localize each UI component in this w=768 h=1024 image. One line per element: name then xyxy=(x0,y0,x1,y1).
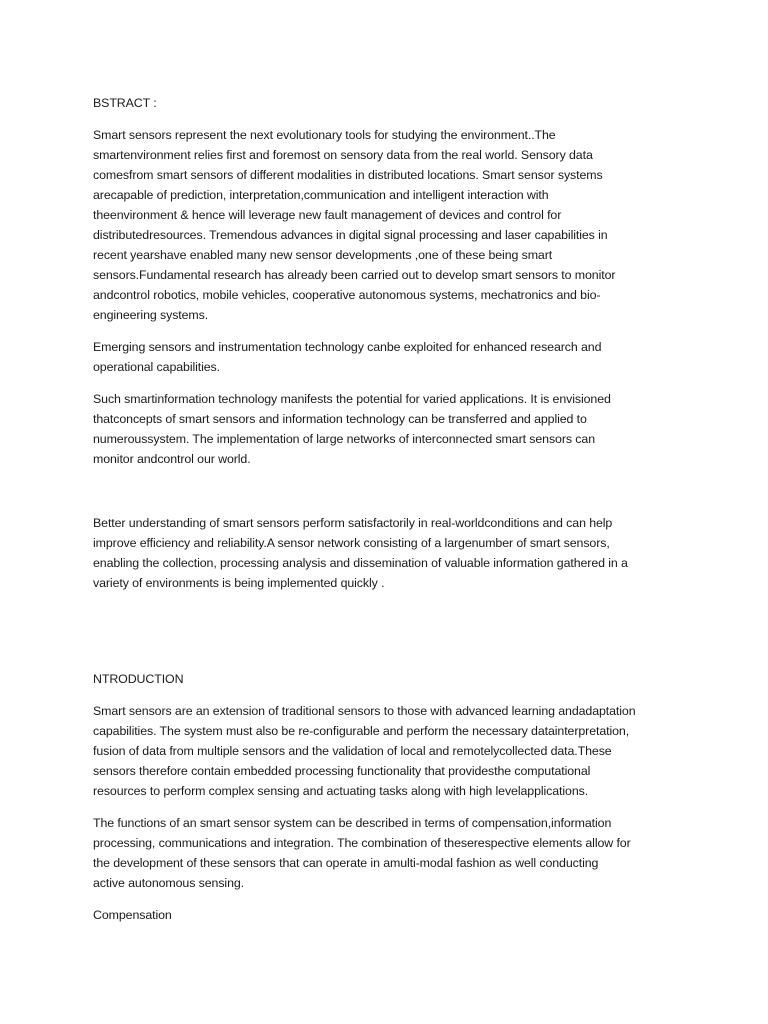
document-page xyxy=(93,93,683,937)
abstract-paragraph-2: Emerging sensors and instrumentation technology canbe exploited for enhanced research and operational capabilities. xyxy=(93,340,602,374)
compensation-heading: Compensation xyxy=(93,908,172,922)
introduction-paragraph-1: Smart sensors are an extension of traditional sensors to those with advanced learning andadaptation capabilities. The system must also be re-configurable and perform the necessary datainterpretation, fusion of data from multiple sensors and the validation of local and remotelycollected data.These sensors therefore contain embedded processing functionality that providesthe computational resources to perform complex sensing and actuating tasks along with high levelapplications. xyxy=(93,704,636,798)
introduction-paragraph-2: The functions of an smart sensor system can be described in terms of compensation,information processing, communications and integration. The combination of theserespective elements allow for the development of these sensors that can operate in amulti-modal fashion as well conducting active autonomous sensing. xyxy=(93,816,631,890)
abstract-paragraph-1: Smart sensors represent the next evolutionary tools for studying the environment..The smartenvironment relies first and foremost on sensory data from the real world. Sensory data comesfrom smart sensors of different modalities in distributed locations. Smart sensor systems arecapable of prediction, interpretation,communication and intelligent interaction with theenvironment & hence will leverage new fault management of devices and control for distributedresources. Tremendous advances in digital signal processing and laser capabilities in recent yearshave enabled many new sensor developments ,one of these being smart sensors.Fundamental research has already been carried out to develop smart sensors to monitor andcontrol robotics, mobile vehicles, cooperative autonomous systems, mechatronics and bio- engineering systems. xyxy=(93,128,616,322)
abstract-heading: BSTRACT : xyxy=(93,96,157,110)
abstract-paragraph-4: Better understanding of smart sensors perform satisfactorily in real-worldconditions and can help improve efficiency and reliability.A sensor network consisting of a largenumber of smart sensors, enabling the collection, processing analysis and dissemination of valuable information gathered in a variety of environments is being implemented quickly . xyxy=(93,516,628,590)
abstract-paragraph-3: Such smartinformation technology manifests the potential for varied applications. It is envisioned thatconcepts of smart sensors and information technology can be transferred and applied to numeroussystem. The implementation of large networks of interconnected smart sensors can monitor andcontrol our world. xyxy=(93,392,611,466)
introduction-heading: NTRODUCTION xyxy=(93,672,184,686)
